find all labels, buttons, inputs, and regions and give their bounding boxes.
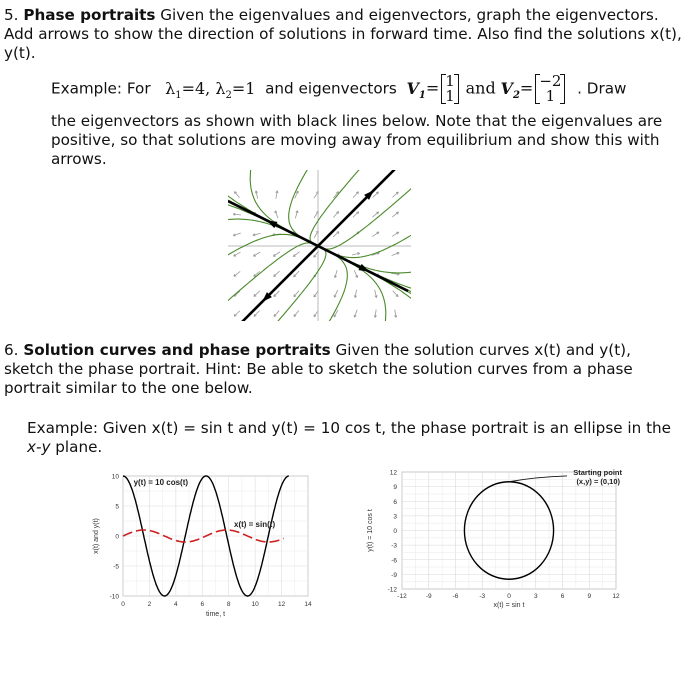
direction-field (233, 191, 399, 318)
field-arrow (234, 271, 240, 276)
v1-sub: 1 (418, 89, 426, 101)
y-tick-label: 10 (111, 473, 119, 481)
eigenvalues (165, 78, 256, 101)
x-tick-label: 2 (147, 601, 152, 608)
x-tick-label: 0 (507, 593, 511, 600)
x-tick-label: 6 (560, 593, 565, 600)
field-arrow (333, 232, 339, 237)
time-series-chart (88, 466, 328, 626)
phase-plane-chart (360, 464, 630, 624)
lambda-1-symbol: λ (165, 78, 176, 98)
lambda-2-value: =1 (231, 78, 256, 98)
v2-matrix (535, 74, 565, 104)
v1-matrix (441, 74, 459, 104)
equals: = (519, 78, 534, 98)
trajectory (320, 247, 411, 311)
lambda-2-sub: 2 (225, 89, 232, 101)
problem-6-number: 6. (4, 341, 19, 359)
v2-symbol: V (500, 78, 513, 98)
x-tick-label: -6 (452, 593, 459, 600)
x-tick-label: 14 (304, 601, 312, 608)
x-tick-label: 6 (200, 601, 205, 608)
x-tick-label: 12 (277, 601, 286, 608)
v1-entry-1: 1 (445, 72, 455, 90)
field-arrow (294, 310, 299, 316)
x-tick-label: 9 (587, 593, 592, 600)
trajectory (228, 243, 318, 314)
y-tick-label: -3 (391, 542, 397, 550)
y-tick-label: 12 (389, 469, 397, 477)
v1-label (406, 78, 426, 101)
problem-5-example-line (51, 72, 681, 105)
field-arrow (234, 311, 240, 317)
x-tick-label: 4 (174, 601, 178, 608)
x-axis-label: time, t (205, 611, 226, 618)
v1-entry-2: 1 (445, 87, 455, 105)
field-arrow (373, 212, 379, 217)
trajectory (310, 170, 371, 246)
lambda-2-symbol: λ (215, 78, 226, 98)
y-tick-label: -6 (391, 557, 397, 565)
x-tick-label: 0 (121, 601, 125, 608)
field-arrow (234, 192, 239, 198)
grid (123, 476, 308, 596)
v2-entry-1: −2 (539, 72, 562, 90)
and-text: and (465, 78, 496, 98)
y-axis-label: x(t) and y(t) (93, 518, 100, 554)
field-arrow (254, 311, 260, 317)
annotation-x-sin: x(t) = sin(t) (234, 520, 276, 529)
field-arrow (294, 271, 299, 277)
problem-6-title: Solution curves and phase portraits (23, 341, 331, 359)
problem-5-example-continued: the eigenvectors as shown with black lines below. Note that the eigenvalues are positive, so that solutions are moving away from equilibrium and show this with arrows. (51, 112, 663, 168)
field-arrow (353, 192, 358, 198)
field-arrow (274, 311, 279, 317)
y-tick-label: 0 (115, 533, 119, 541)
trajectory (265, 246, 326, 321)
x-tick-label: 12 (612, 593, 620, 600)
field-arrow (294, 291, 299, 297)
problem-5-title: Phase portraits (23, 6, 156, 24)
field-arrow (274, 271, 280, 276)
y-tick-label: 9 (393, 484, 397, 492)
y-tick-label: 3 (393, 513, 397, 521)
x-tick-label: -9 (425, 593, 432, 600)
problem-6-statement (4, 341, 684, 398)
problem-5-text: Given the eigenvalues and eigenvectors, graph the eigenvectors. Add arrows to show the direction of solutions in forward time. Also find the solutions x(t), y(t). (4, 6, 682, 62)
field-arrow (353, 212, 359, 218)
y-tick-label: -9 (391, 571, 397, 579)
x-tick-label: 3 (533, 593, 538, 600)
v2-sub: 2 (512, 89, 520, 101)
field-arrow (274, 291, 280, 297)
y-tick-label: -5 (113, 563, 119, 571)
problem-5-statement (4, 6, 684, 63)
x-tick-label: 10 (251, 601, 259, 608)
field-arrow (333, 211, 338, 217)
example-text-end: plane. (50, 438, 103, 456)
example-text: Example: Given x(t) = sin t and y(t) = 10 cos t, the phase portrait is an ellipse in the (27, 419, 672, 437)
y-tick-label: 6 (393, 498, 397, 506)
eigvec-text: and eigenvectors (265, 79, 397, 98)
problem-6-text: Given the solution curves x(t) and y(t), sketch the phase portrait. Hint: Be able to sketch the solution curves from a phase portrait similar to the one below. (4, 341, 633, 397)
x-tick-label: 8 (226, 601, 231, 608)
annotation-y-cos: y(t) = 10 cos(t) (133, 478, 189, 487)
annotation-starting-coords: (x,y) = (0,10) (576, 477, 620, 486)
equals: = (425, 78, 440, 98)
xy-italic: x-y (27, 438, 51, 456)
problem-5-number: 5. (4, 6, 19, 24)
field-arrow (293, 252, 299, 257)
v1-symbol: V (406, 78, 419, 98)
phase-portrait-figure (228, 170, 411, 321)
x-tick-label: -3 (479, 593, 486, 600)
field-arrow (373, 192, 379, 198)
x-axis-label: x(t) = sin t (493, 602, 525, 609)
problem-6-example (27, 419, 677, 457)
field-arrow (392, 192, 398, 197)
v2-entry-2: 1 (545, 87, 556, 105)
y-tick-label: -10 (109, 593, 119, 601)
lambda-1-sub: 1 (175, 89, 182, 101)
x-tick-label: -12 (397, 593, 407, 600)
y-tick-label: 5 (115, 503, 119, 511)
draw-text: . Draw (577, 79, 627, 98)
v2-label (500, 78, 520, 101)
field-arrow (392, 212, 398, 217)
field-arrow (393, 291, 398, 297)
example-prefix: Example: For (51, 79, 151, 98)
y-tick-label: -12 (387, 586, 397, 594)
grid (402, 472, 616, 589)
field-arrow (254, 291, 260, 296)
y-tick-label: 0 (393, 528, 397, 535)
y-axis-label: y(t) = 10 cos t (367, 509, 374, 552)
lambda-1-value: =4, (181, 78, 216, 98)
field-arrow (234, 291, 240, 296)
annotation-starting-point: Starting point (573, 468, 622, 477)
